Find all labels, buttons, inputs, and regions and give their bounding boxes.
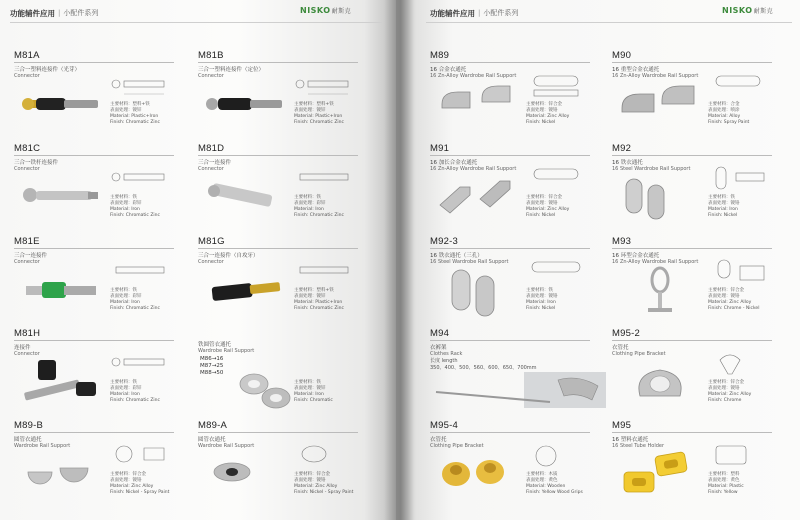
product-m89-a: [198, 420, 368, 508]
product-m92: [612, 143, 782, 231]
spec-block: 主要材料：塑料 表面处理：黄色 Material: Plastic Finish: Yellow: [708, 472, 744, 495]
product-name-en: Connector: [14, 259, 40, 265]
product-name-cn: 三合一连接件: [14, 253, 48, 259]
product-name-en: Connector: [14, 73, 40, 79]
spec-block: 主要材料：锌合金 表面处理：镀铬 Material: Zinc Alloy Finish: Nickel - Spray Paint: [110, 472, 170, 495]
product-name-cn: 16 铁衣通托（三孔）: [430, 253, 483, 259]
product-name-cn: 16 环型合金衣通托: [612, 253, 660, 259]
product-name-en: Wardrobe Rail Support: [198, 443, 255, 449]
technical-drawing: [110, 258, 176, 286]
product-code: M89-A: [198, 420, 227, 431]
product-m94: [430, 328, 606, 416]
technical-drawing: [708, 258, 774, 286]
product-code: M95-4: [430, 420, 458, 431]
product-m81a: [14, 50, 184, 138]
product-m93: [612, 236, 782, 324]
product-m91: [430, 143, 600, 231]
connector-photo: [18, 171, 108, 227]
product-m90: [612, 50, 782, 138]
technical-drawing: [708, 350, 774, 378]
product-name-en: Clothing Pipe Bracket: [430, 443, 484, 449]
brand-logo: NISKO耐斯克: [300, 6, 352, 15]
spec-block: 主要材料：铁 表面处理：彩锌 Material: Iron Finish: Chromatic Zinc: [110, 288, 160, 311]
header-subtitle: 小配件系列: [483, 9, 519, 17]
product-code: M92: [612, 143, 632, 154]
product-code: M89: [430, 50, 450, 61]
length-info: 长度 length 350、400、500、560、600、650、700mm: [430, 358, 537, 371]
left-page: [0, 0, 396, 520]
technical-drawing: [526, 258, 592, 286]
product-name-cn: 三合一铁杆连接件: [14, 160, 59, 166]
tube-holder-photo: [616, 448, 706, 504]
product-m95: [612, 420, 782, 508]
product-code: M90: [612, 50, 632, 61]
product-name-cn: 三合一塑料连接件（光芽）: [14, 67, 81, 73]
left-header: 功能辅件应用 | 小配件系列: [10, 8, 99, 18]
product-code: M91: [430, 143, 450, 154]
rail-support-photo: [616, 264, 706, 320]
product-name-cn: 三合一塑料连接件（定位）: [198, 67, 265, 73]
right-header: 功能辅件应用 | 小配件系列: [430, 8, 519, 18]
product-name-cn: 衣裤架: [430, 345, 447, 351]
product-name-cn: 16 合金衣通托: [430, 67, 467, 73]
product-name-cn: 16 加长合金衣通托: [430, 160, 478, 166]
rail-support-photo: [234, 362, 294, 412]
product-name-en: 16 Zn-Alloy Wardrobe Rail Support: [612, 73, 699, 79]
product-name-cn: 衣管托: [430, 437, 447, 443]
product-code: M81E: [14, 236, 40, 247]
header-title: 功能辅件应用: [10, 8, 55, 18]
product-name-cn: 圆管衣通托: [198, 437, 226, 443]
product-code: M81G: [198, 236, 225, 247]
spec-block: 主要材料：锌合金 表面处理：镀铬 Material: Zinc Alloy Finish: Chrome - Nickel: [708, 288, 760, 311]
product-m95-2: [612, 328, 782, 416]
product-name-en: 16 Zn-Alloy Wardrobe Rail Support: [430, 166, 517, 172]
product-code: M95: [612, 420, 632, 431]
product-code: M81H: [14, 328, 41, 339]
technical-drawing: [708, 165, 774, 193]
product-code: M81D: [198, 143, 225, 154]
connector-photo: [202, 78, 292, 134]
product-name-en: Connector: [198, 259, 224, 265]
product-name-en: 16 Steel Tube Holder: [612, 443, 665, 449]
product-code: M81A: [14, 50, 40, 61]
product-m86-m88: [198, 328, 368, 416]
connector-photo: [18, 264, 108, 320]
spec-block: 主要材料：铁 表面处理：镀铬 Material: Iron Finish: Nickel: [708, 195, 740, 218]
product-name-en: Connector: [198, 73, 224, 79]
right-page: [396, 0, 800, 520]
connector-photo: [18, 356, 108, 412]
product-name-en: Clothes Rack: [430, 351, 463, 357]
product-code: M92-3: [430, 236, 458, 247]
product-code: M81C: [14, 143, 41, 154]
product-m81d: [198, 143, 368, 231]
product-name-en: Clothing Pipe Bracket: [612, 351, 666, 357]
product-m95-4: [430, 420, 600, 508]
spec-block: 主要材料：塑料+铁 表面处理：镀锌 Material: Plastic+Iron Finish: Chromatic Zinc: [294, 288, 344, 311]
spec-block: 主要材料：铁 表面处理：镀锌 Material: Iron Finish: Chromatic: [294, 380, 333, 403]
product-name-en: Wardrobe Rail Support: [198, 348, 255, 354]
product-code: M93: [612, 236, 632, 247]
technical-drawing: [294, 72, 360, 100]
brand-logo: NISKO耐斯克: [722, 6, 774, 15]
rail-support-photo: [434, 264, 524, 320]
product-code: M81B: [198, 50, 224, 61]
technical-drawing: [110, 165, 176, 193]
product-name-cn: 三合一连接件: [198, 160, 232, 166]
pipe-bracket-photo: [616, 356, 706, 412]
header-subtitle: 小配件系列: [63, 9, 99, 17]
size-list: M86→16 M87→25 M88→50: [200, 356, 224, 376]
product-name-cn: 铁圆管衣通托: [198, 342, 232, 348]
book-gutter-shadow: [384, 0, 414, 520]
product-name-cn: 16 塑料衣通托: [612, 437, 649, 443]
spec-block: 主要材料：铁 表面处理：彩锌 Material: Iron Finish: Chromatic Zinc: [294, 195, 344, 218]
technical-drawing: [294, 442, 360, 470]
rail-support-photo: [616, 78, 706, 134]
rail-support-photo: [202, 448, 292, 504]
product-name-cn: 三合一连接件（自攻牙）: [198, 253, 259, 259]
product-m81c: [14, 143, 184, 231]
product-m89-b: [14, 420, 184, 508]
product-name-cn: 衣管托: [612, 345, 629, 351]
product-name-cn: 16 重型合金衣通托: [612, 67, 660, 73]
spec-block: 主要材料：锌合金 表面处理：镀铬 Material: Zinc Alloy Finish: Chrome: [708, 380, 752, 403]
product-code: M95-2: [612, 328, 640, 339]
spec-block: 主要材料：锌合金 表面处理：镀铬 Material: Zinc Alloy Finish: Nickel: [526, 102, 570, 125]
spec-block: 主要材料：铁 表面处理：镀铬 Material: Iron Finish: Nickel: [526, 288, 558, 311]
product-m81g: [198, 236, 368, 324]
product-name-en: 16 Steel Wardrobe Rail Support: [612, 166, 691, 172]
technical-drawing: [110, 72, 176, 100]
spec-block: 主要材料：铁 表面处理：彩锌 Material: Iron Finish: Chromatic Zinc: [110, 380, 160, 403]
product-name-cn: 16 铁衣通托: [612, 160, 643, 166]
product-name-en: Connector: [14, 166, 40, 172]
spec-block: 主要材料：塑料+铁 表面处理：镀锌 Material: Plastic+Iron Finish: Chromatic Zinc: [294, 102, 344, 125]
technical-drawing: [110, 442, 176, 470]
technical-drawing: [708, 72, 774, 100]
spec-block: 主要材料：木质 表面处理：黄色 Material: Wooden Finish: Yellow Wood Grips: [526, 472, 583, 495]
technical-drawing: [526, 72, 592, 100]
product-name-en: Connector: [198, 166, 224, 172]
rail-support-photo: [616, 171, 706, 227]
product-name-en: 16 Zn-Alloy Wardrobe Rail Support: [612, 259, 699, 265]
product-name-en: Connector: [14, 351, 40, 357]
technical-drawing: [708, 442, 774, 470]
rail-support-photo: [434, 171, 524, 227]
pipe-bracket-photo: [434, 448, 524, 504]
product-m89: [430, 50, 600, 138]
product-m92-3: [430, 236, 600, 324]
technical-drawing: [110, 350, 176, 378]
connector-photo: [18, 78, 108, 134]
spec-block: 主要材料：锌合金 表面处理：镀铬 Material: Zinc Alloy Finish: Nickel - Spray Paint: [294, 472, 354, 495]
spec-block: 主要材料：锌合金 表面处理：镀铬 Material: Zinc Alloy Finish: Nickel: [526, 195, 570, 218]
product-name-en: 16 Zn-Alloy Wardrobe Rail Support: [430, 73, 517, 79]
header-title: 功能辅件应用: [430, 8, 475, 18]
product-m81b: [198, 50, 368, 138]
product-m81e: [14, 236, 184, 324]
technical-drawing: [294, 165, 360, 193]
technical-drawing: [526, 442, 592, 470]
spec-block: 主要材料：铁 表面处理：彩锌 Material: Iron Finish: Chromatic Zinc: [110, 195, 160, 218]
technical-drawing: [526, 165, 592, 193]
product-name-cn: 连接件: [14, 345, 31, 351]
rail-support-photo: [434, 78, 524, 134]
technical-drawing: [294, 258, 360, 286]
rail-support-photo: [18, 448, 108, 504]
clothes-rack-photo: [430, 372, 606, 408]
product-name-en: Wardrobe Rail Support: [14, 443, 71, 449]
connector-photo: [202, 264, 292, 320]
product-name-en: 16 Steel Wardrobe Rail Support: [430, 259, 509, 265]
product-code: M89-B: [14, 420, 43, 431]
product-m81h: [14, 328, 184, 416]
spec-block: 主要材料：合金 表面处理：喷涂 Material: Alloy Finish: Spray Paint: [708, 102, 750, 125]
product-name-cn: 圆管衣通托: [14, 437, 42, 443]
connector-photo: [202, 171, 292, 227]
product-code: M94: [430, 328, 450, 339]
spec-block: 主要材料：塑料+铁 表面处理：镀锌 Material: Plastic+Iron Finish: Chromatic Zinc: [110, 102, 160, 125]
